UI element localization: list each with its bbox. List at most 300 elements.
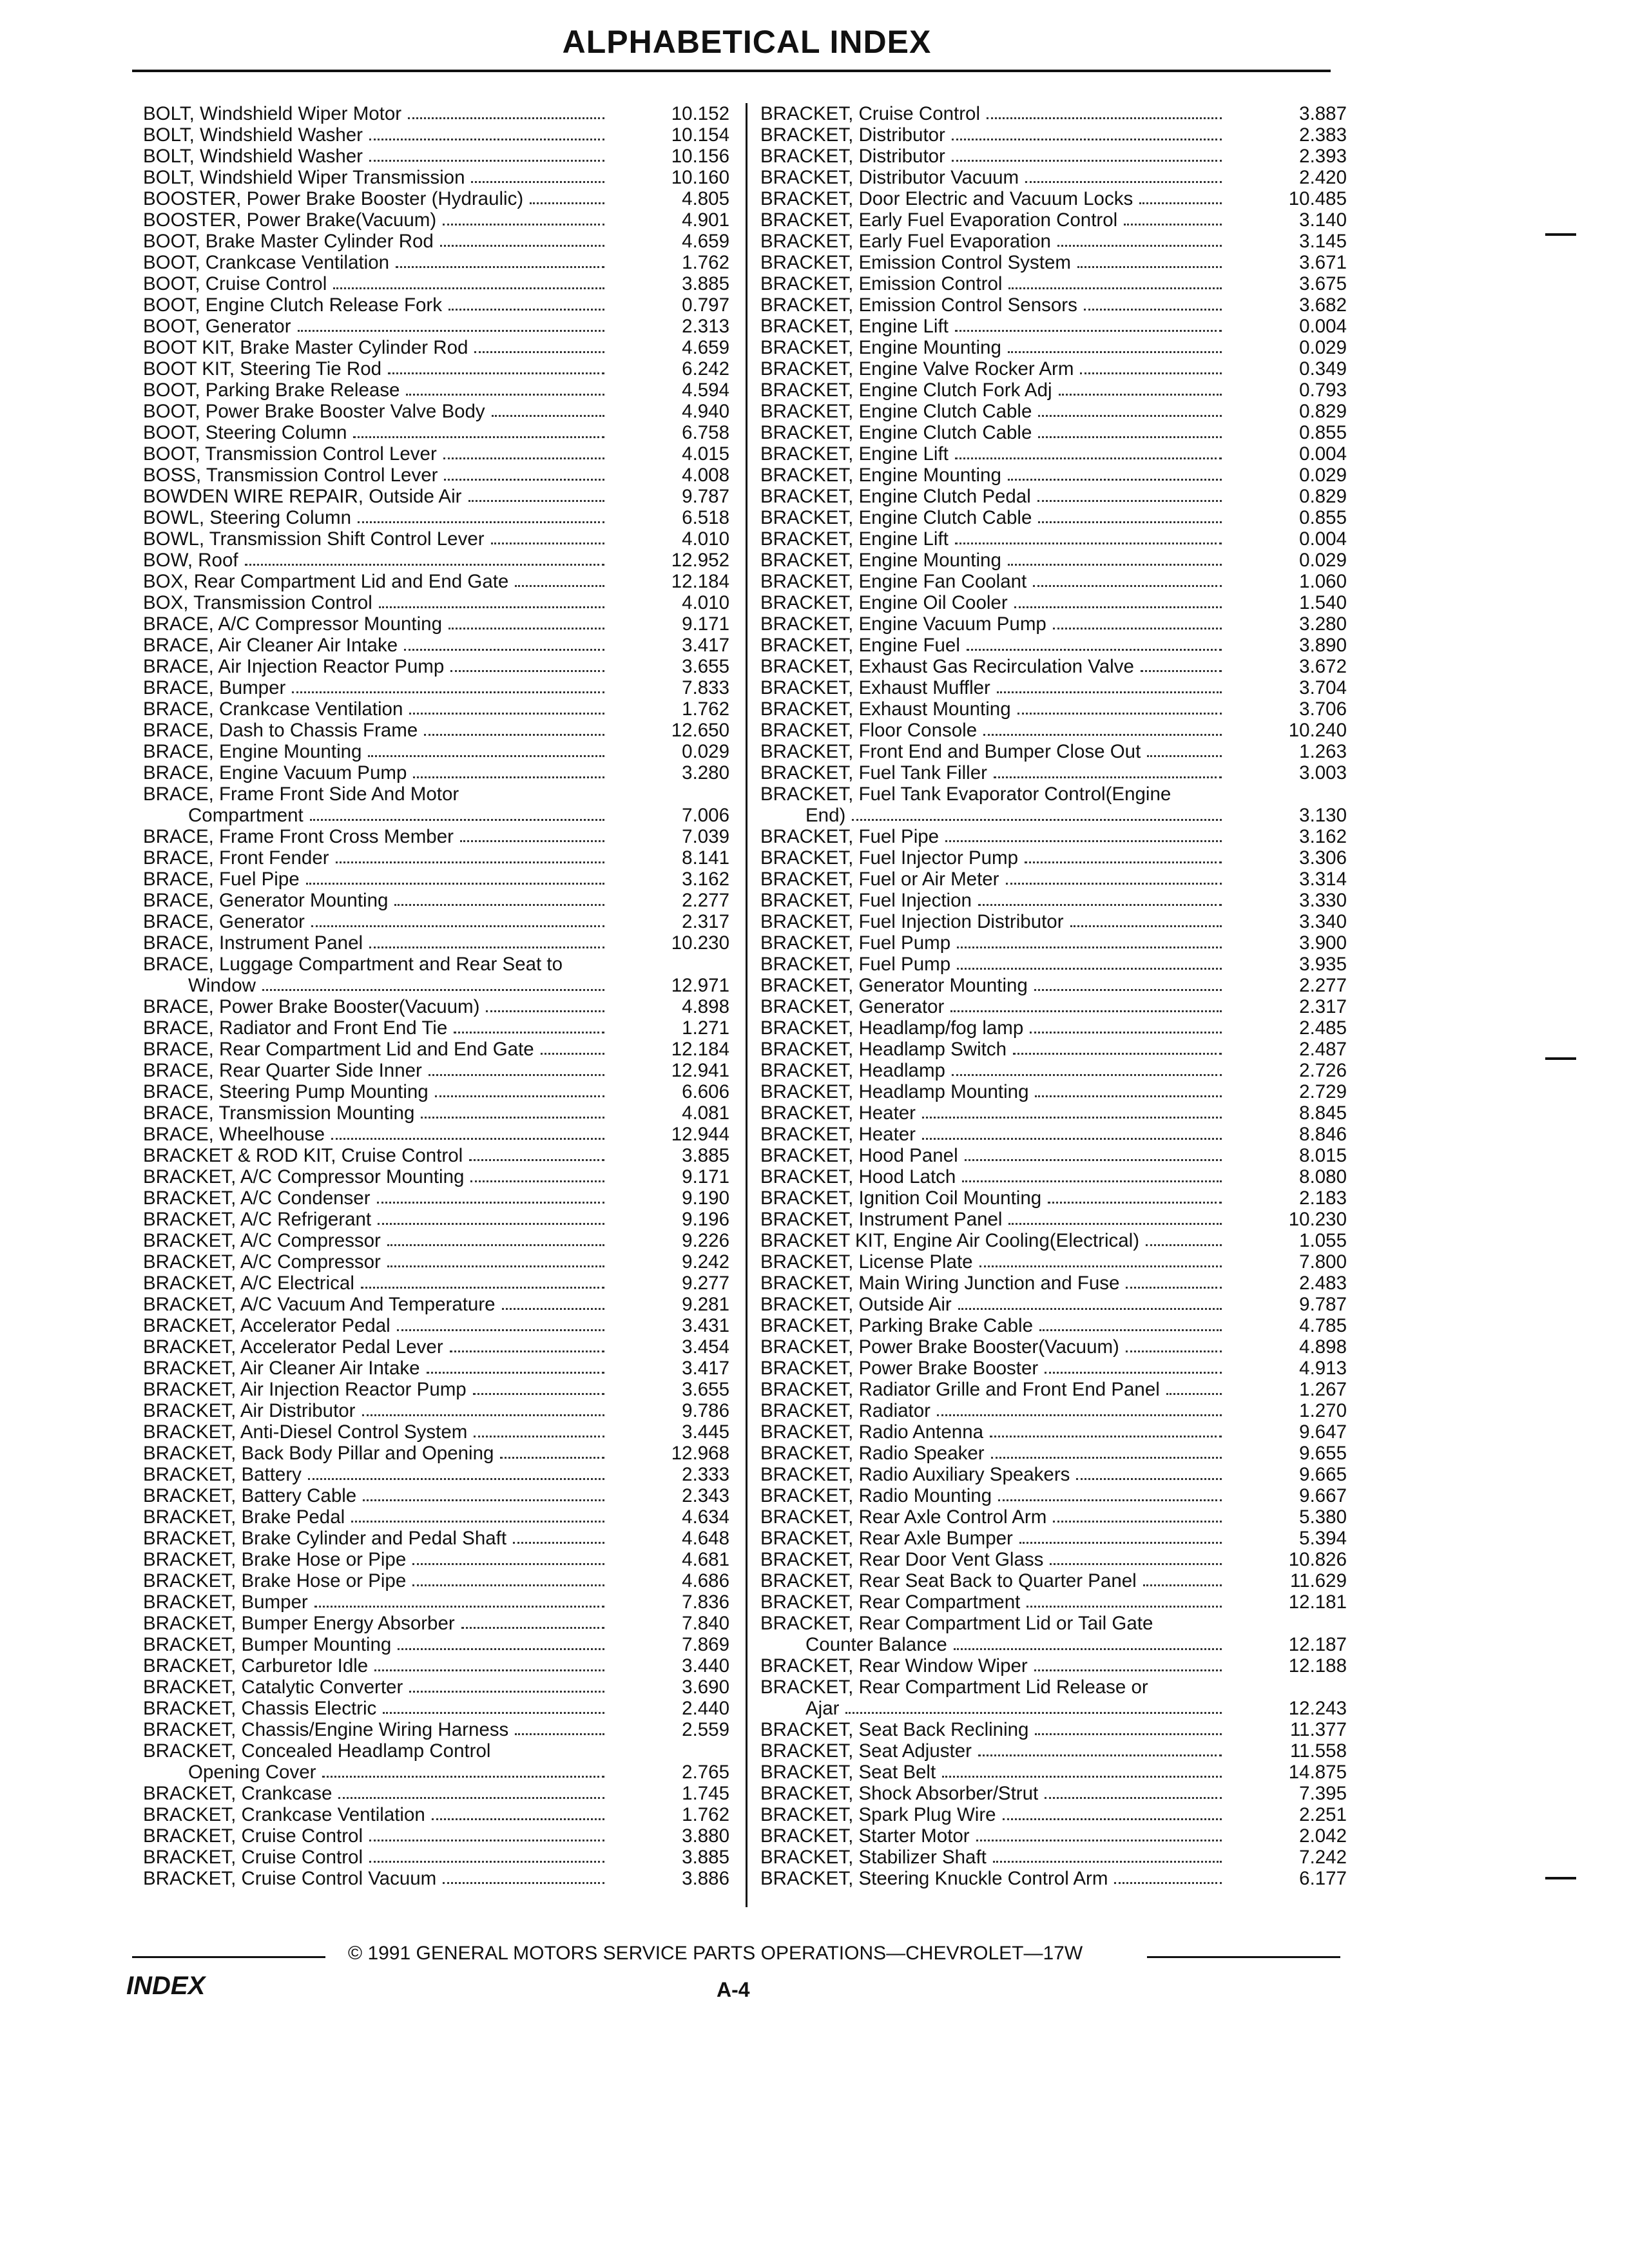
dot-leader — [1080, 372, 1222, 374]
left-index-column — [143, 103, 736, 1889]
entry-page: 3.162 — [1299, 826, 1347, 847]
dot-leader — [502, 1308, 604, 1310]
index-entry — [760, 1698, 1353, 1719]
index-entry — [143, 1315, 736, 1336]
entry-name: BRACKET, Engine Lift — [760, 316, 949, 337]
entry-name-cell — [760, 1783, 1224, 1804]
entry-name-cell — [143, 1506, 607, 1528]
dot-leader — [262, 989, 604, 991]
dot-leader — [406, 394, 604, 396]
entry-name: BRACE, Frame Front Cross Member — [143, 826, 454, 847]
entry-name-cell — [143, 1400, 607, 1421]
entry-page: 2.333 — [682, 1464, 729, 1485]
index-entry — [760, 720, 1353, 741]
dot-leader — [435, 1095, 604, 1097]
dot-leader — [322, 1776, 604, 1778]
index-entry — [760, 380, 1353, 401]
dot-leader — [922, 1117, 1222, 1119]
entry-name-cell — [760, 528, 1224, 550]
entry-name-cell — [143, 1719, 607, 1740]
dot-leader — [429, 1074, 604, 1076]
index-entry — [143, 1039, 736, 1060]
index-entry — [143, 273, 736, 294]
entry-page: 2.042 — [1299, 1825, 1347, 1847]
entry-name-cell — [760, 103, 1224, 124]
entry-name: BRACKET, Engine Oil Cooler — [760, 592, 1008, 613]
dot-leader — [396, 266, 604, 268]
entry-page: 12.952 — [671, 550, 729, 571]
dot-leader — [1019, 1542, 1222, 1544]
entry-page: 3.330 — [1299, 890, 1347, 911]
dot-leader — [1033, 585, 1222, 587]
dot-leader — [1053, 1521, 1222, 1523]
entry-name: BRACKET, Catalytic Converter — [143, 1677, 403, 1698]
entry-page: 12.971 — [671, 975, 729, 996]
entry-page: 0.855 — [1299, 507, 1347, 528]
entry-name: BRACKET, Fuel Injector Pump — [760, 847, 1019, 869]
entry-page: 4.648 — [682, 1528, 729, 1549]
dot-leader — [967, 649, 1222, 651]
entry-page: 12.181 — [1288, 1591, 1347, 1613]
entry-name-cell — [143, 1549, 607, 1570]
dot-leader — [990, 1436, 1222, 1437]
entry-page: 0.004 — [1299, 316, 1347, 337]
entry-name-cell — [143, 869, 607, 890]
dot-leader — [1084, 309, 1222, 311]
index-entry — [760, 167, 1353, 188]
dot-leader — [404, 649, 604, 651]
entry-name: BRACKET, Engine Fan Coolant — [760, 571, 1027, 592]
entry-name-cell — [760, 1804, 1224, 1825]
entry-name-cell — [760, 1273, 1224, 1294]
entry-name: BRACE, Frame Front Side And Motor — [143, 783, 459, 805]
index-entry — [760, 911, 1353, 932]
dot-leader — [306, 883, 604, 885]
dot-leader — [387, 1265, 604, 1267]
entry-name: BOOT, Generator — [143, 316, 291, 337]
entry-name: BRACKET, Radio Antenna — [760, 1421, 984, 1443]
entry-name: BOOT, Engine Clutch Release Fork — [143, 294, 443, 316]
entry-name-cell — [760, 677, 1224, 698]
dot-leader — [470, 1180, 604, 1182]
dot-leader — [338, 1797, 604, 1799]
entry-page: 3.682 — [1299, 294, 1347, 316]
entry-name: BOWL, Steering Column — [143, 507, 351, 528]
index-entry — [760, 1315, 1353, 1336]
dot-leader — [952, 160, 1222, 162]
dot-leader — [991, 1457, 1222, 1459]
entry-page: 3.130 — [1299, 805, 1347, 826]
entry-name-cell — [143, 1358, 607, 1379]
dot-leader — [1013, 1053, 1222, 1055]
index-entry — [143, 1868, 736, 1889]
entry-name-cell — [760, 1591, 1224, 1613]
dot-leader — [983, 734, 1222, 736]
entry-name-cell — [760, 932, 1224, 954]
entry-name-cell — [143, 1060, 607, 1081]
entry-name: BRACE, Steering Pump Mounting — [143, 1081, 429, 1102]
entry-name-cell — [143, 507, 607, 528]
entry-name: BRACE, Dash to Chassis Frame — [143, 720, 418, 741]
entry-name-cell — [143, 592, 607, 613]
entry-page: 3.672 — [1299, 656, 1347, 677]
entry-name: BRACKET, Engine Clutch Fork Adj — [760, 380, 1052, 401]
dot-leader — [945, 840, 1222, 842]
entry-name-cell — [143, 1443, 607, 1464]
entry-name-cell — [760, 975, 1224, 996]
entry-name: BRACKET, Power Brake Booster — [760, 1358, 1039, 1379]
dot-leader — [361, 1287, 604, 1289]
entry-name-cell — [143, 741, 607, 762]
index-entry — [143, 167, 736, 188]
index-entry — [760, 1336, 1353, 1358]
entry-name: BRACKET, Shock Absorber/Strut — [760, 1783, 1039, 1804]
entry-name-cell — [760, 890, 1224, 911]
entry-page: 1.762 — [682, 698, 729, 720]
entry-page: 0.029 — [1299, 550, 1347, 571]
dot-leader — [383, 1712, 604, 1714]
entry-page: 3.431 — [682, 1315, 729, 1336]
entry-page: 9.242 — [682, 1251, 729, 1273]
dot-leader — [353, 436, 604, 438]
entry-page: 0.793 — [1299, 380, 1347, 401]
entry-name: BRACKET, Chassis Electric — [143, 1698, 377, 1719]
entry-name: BRACKET, Fuel Tank Filler — [760, 762, 987, 783]
dot-leader — [541, 1053, 604, 1055]
entry-name: BOOT KIT, Steering Tie Rod — [143, 358, 382, 380]
entry-page: 3.445 — [682, 1421, 729, 1443]
entry-name: BRACKET, Brake Hose or Pipe — [143, 1570, 407, 1591]
entry-name: BOSS, Transmission Control Lever — [143, 465, 438, 486]
entry-name: BRACKET, Fuel or Air Meter — [760, 869, 999, 890]
entry-name: BRACKET, Back Body Pillar and Opening — [143, 1443, 494, 1464]
entry-name: BRACKET, Main Wiring Junction and Fuse — [760, 1273, 1120, 1294]
entry-page: 2.277 — [682, 890, 729, 911]
entry-name-cell — [143, 1209, 607, 1230]
entry-name: BRACKET, Radio Auxiliary Speakers — [760, 1464, 1070, 1485]
entry-page: 8.015 — [1299, 1145, 1347, 1166]
entry-page: 1.270 — [1299, 1400, 1347, 1421]
index-entry — [143, 996, 736, 1017]
entry-page: 3.454 — [682, 1336, 729, 1358]
entry-name-cell — [760, 805, 1224, 826]
entry-name: BRACKET KIT, Engine Air Cooling(Electrical) — [760, 1230, 1140, 1251]
entry-name-cell — [143, 1634, 607, 1655]
entry-name-cell — [760, 1060, 1224, 1081]
entry-page: 10.160 — [671, 167, 729, 188]
entry-name-cell — [143, 443, 607, 465]
entry-page: 3.885 — [682, 273, 729, 294]
entry-name-cell — [760, 911, 1224, 932]
index-entry — [760, 1273, 1353, 1294]
entry-name: BRACKET, Air Injection Reactor Pump — [143, 1379, 467, 1400]
entry-name: BRACE, Instrument Panel — [143, 932, 363, 954]
entry-name-cell — [760, 762, 1224, 783]
entry-name-cell — [143, 826, 607, 847]
entry-page: 4.010 — [682, 528, 729, 550]
dot-leader — [474, 1436, 604, 1437]
entry-page: 12.941 — [671, 1060, 729, 1081]
entry-name: BRACE, Wheelhouse — [143, 1124, 325, 1145]
entry-name: BRACKET, Bumper Mounting — [143, 1634, 392, 1655]
entry-name-cell — [760, 1825, 1224, 1847]
index-entry — [143, 103, 736, 124]
entry-page: 3.890 — [1299, 635, 1347, 656]
entry-name: BRACKET, Engine Mounting — [760, 465, 1001, 486]
entry-page: 11.558 — [1289, 1740, 1347, 1762]
entry-name: BRACKET, A/C Refrigerant — [143, 1209, 372, 1230]
entry-name-cell — [760, 294, 1224, 316]
entry-page: 4.659 — [682, 337, 729, 358]
index-entry — [143, 1379, 736, 1400]
entry-name-cell — [143, 656, 607, 677]
dot-leader — [1077, 266, 1222, 268]
entry-name-cell — [143, 1081, 607, 1102]
index-entry — [143, 1251, 736, 1273]
dot-leader — [979, 1265, 1222, 1267]
entry-page: 6.177 — [1299, 1868, 1347, 1889]
index-entry — [760, 635, 1353, 656]
entry-name: BRACKET, Radiator Grille and Front End Panel — [760, 1379, 1160, 1400]
entry-page: 2.317 — [1299, 996, 1347, 1017]
entry-name-cell — [143, 294, 607, 316]
entry-name: BOOT, Steering Column — [143, 422, 347, 443]
entry-name-cell — [760, 443, 1224, 465]
index-entry — [143, 209, 736, 231]
entry-page: 9.190 — [682, 1187, 729, 1209]
entry-name-cell — [143, 720, 607, 741]
index-entry — [143, 869, 736, 890]
index-entry — [760, 294, 1353, 316]
entry-page: 6.606 — [682, 1081, 729, 1102]
entry-page: 6.518 — [682, 507, 729, 528]
entry-page: 0.855 — [1299, 422, 1347, 443]
entry-page: 3.886 — [682, 1868, 729, 1889]
dot-leader — [1030, 1032, 1222, 1033]
entry-page: 3.675 — [1299, 273, 1347, 294]
dot-leader — [1017, 713, 1222, 715]
index-entry — [760, 1825, 1353, 1847]
entry-name-cell — [760, 1230, 1224, 1251]
entry-name: BRACKET, Engine Clutch Cable — [760, 401, 1032, 422]
index-entry — [760, 1166, 1353, 1187]
dot-leader — [1008, 479, 1222, 481]
entry-name: BRACKET, Distributor Vacuum — [760, 167, 1019, 188]
entry-name: BRACKET, Rear Axle Bumper — [760, 1528, 1013, 1549]
entry-name: BRACKET, Accelerator Pedal Lever — [143, 1336, 443, 1358]
dot-leader — [978, 904, 1222, 906]
entry-name: BRACKET, Crankcase — [143, 1783, 333, 1804]
entry-name-cell — [760, 1187, 1224, 1209]
entry-page: 7.833 — [682, 677, 729, 698]
entry-page: 4.681 — [682, 1549, 729, 1570]
index-entry — [760, 932, 1353, 954]
entry-name-cell — [760, 720, 1224, 741]
entry-page: 3.140 — [1299, 209, 1347, 231]
entry-name: BRACE, Power Brake Booster(Vacuum) — [143, 996, 480, 1017]
entry-name-cell — [143, 1762, 607, 1783]
title-rule — [132, 70, 1331, 72]
index-entry — [760, 975, 1353, 996]
entry-page: 4.686 — [682, 1570, 729, 1591]
dot-leader — [530, 202, 604, 204]
index-entry — [760, 1081, 1353, 1102]
entry-name-cell — [143, 380, 607, 401]
index-entry — [143, 783, 736, 805]
index-entry — [760, 571, 1353, 592]
entry-name: BRACKET, Rear Door Vent Glass — [760, 1549, 1044, 1570]
entry-page: 2.420 — [1299, 167, 1347, 188]
entry-name: BRACKET, Fuel Injection Distributor — [760, 911, 1064, 932]
entry-page: 3.655 — [682, 1379, 729, 1400]
index-entry — [760, 1740, 1353, 1762]
entry-name-cell — [760, 1528, 1224, 1549]
entry-name: BOOSTER, Power Brake(Vacuum) — [143, 209, 437, 231]
entry-name: BRACKET, Ignition Coil Mounting — [760, 1187, 1042, 1209]
index-entry — [143, 401, 736, 422]
entry-name-cell — [143, 167, 607, 188]
entry-page: 8.080 — [1299, 1166, 1347, 1187]
entry-name-cell — [143, 1315, 607, 1336]
index-entry — [143, 294, 736, 316]
entry-page: 9.171 — [682, 613, 729, 635]
index-entry — [143, 826, 736, 847]
index-entry — [143, 805, 736, 826]
entry-name-cell — [143, 1166, 607, 1187]
entry-name-cell — [143, 1698, 607, 1719]
entry-name-cell — [143, 932, 607, 954]
entry-name-cell — [760, 146, 1224, 167]
index-entry — [760, 1230, 1353, 1251]
entry-page: 4.898 — [1299, 1336, 1347, 1358]
entry-name: BOWDEN WIRE REPAIR, Outside Air — [143, 486, 462, 507]
index-entry — [143, 1145, 736, 1166]
index-entry — [760, 1783, 1353, 1804]
entry-name-cell — [143, 188, 607, 209]
dot-leader — [1141, 670, 1222, 672]
dot-leader — [1027, 1606, 1222, 1608]
entry-name-cell — [760, 486, 1224, 507]
entry-name: BOLT, Windshield Wiper Transmission — [143, 167, 465, 188]
dot-leader — [1034, 1669, 1222, 1671]
dot-leader — [310, 819, 604, 821]
entry-page: 2.313 — [682, 316, 729, 337]
entry-name-cell — [760, 1315, 1224, 1336]
entry-name-cell — [760, 465, 1224, 486]
entry-name: Ajar — [805, 1698, 840, 1719]
entry-name: BRACKET, Emission Control — [760, 273, 1003, 294]
entry-name: BRACKET, Headlamp Switch — [760, 1039, 1007, 1060]
index-entry — [760, 465, 1353, 486]
dot-leader — [461, 1627, 604, 1629]
entry-page: 3.885 — [682, 1847, 729, 1868]
entry-name: BOLT, Windshield Washer — [143, 124, 363, 146]
entry-page: 4.015 — [682, 443, 729, 465]
entry-name: BOOT, Parking Brake Release — [143, 380, 400, 401]
entry-page: 11.377 — [1289, 1719, 1347, 1740]
index-entry — [760, 273, 1353, 294]
entry-name-cell — [143, 1273, 607, 1294]
index-entry — [143, 1698, 736, 1719]
entry-name-cell — [143, 762, 607, 783]
entry-name: BRACKET, Engine Vacuum Pump — [760, 613, 1046, 635]
index-entry — [760, 1421, 1353, 1443]
dot-leader — [1124, 224, 1222, 226]
entry-name-cell — [760, 1655, 1224, 1677]
entry-name-cell — [143, 316, 607, 337]
entry-name-cell — [760, 1209, 1224, 1230]
entry-name: Opening Cover — [188, 1762, 316, 1783]
entry-name: BRACKET, Seat Adjuster — [760, 1740, 972, 1762]
dot-leader — [515, 1733, 604, 1735]
entry-name-cell — [143, 1294, 607, 1315]
entry-page: 3.887 — [1299, 103, 1347, 124]
entry-name-cell — [760, 231, 1224, 252]
entry-page: 4.659 — [682, 231, 729, 252]
entry-name: BRACE, A/C Compressor Mounting — [143, 613, 442, 635]
entry-page: 4.805 — [682, 188, 729, 209]
entry-name-cell — [143, 273, 607, 294]
entry-name-cell — [143, 465, 607, 486]
index-entry — [143, 847, 736, 869]
entry-name: BRACKET, Heater — [760, 1124, 916, 1145]
entry-name-cell — [760, 1485, 1224, 1506]
entry-page: 3.885 — [682, 1145, 729, 1166]
index-entry — [760, 1379, 1353, 1400]
entry-page: 2.487 — [1299, 1039, 1347, 1060]
entry-page: 4.008 — [682, 465, 729, 486]
dot-leader — [443, 1882, 604, 1884]
entry-name-cell — [760, 1464, 1224, 1485]
entry-page: 4.081 — [682, 1102, 729, 1124]
dot-leader — [1008, 351, 1222, 353]
entry-page: 4.634 — [682, 1506, 729, 1528]
entry-name-cell — [760, 826, 1224, 847]
index-entry — [143, 1294, 736, 1315]
entry-page: 9.281 — [682, 1294, 729, 1315]
index-entry — [143, 443, 736, 465]
entry-page: 2.729 — [1299, 1081, 1347, 1102]
dot-leader — [978, 1754, 1222, 1756]
entry-page: 0.797 — [682, 294, 729, 316]
entry-name: BRACKET, Accelerator Pedal — [143, 1315, 390, 1336]
entry-page: 10.154 — [671, 124, 729, 146]
dot-leader — [1003, 1818, 1222, 1820]
footer-rule-left — [132, 1956, 325, 1958]
entry-name: BRACE, Engine Vacuum Pump — [143, 762, 407, 783]
entry-page: 3.935 — [1299, 954, 1347, 975]
entry-name: BRACKET, Rear Compartment Lid Release or — [760, 1677, 1148, 1698]
entry-name: BRACKET, Radio Speaker — [760, 1443, 985, 1464]
entry-name: BRACKET, Emission Control System — [760, 252, 1071, 273]
entry-page: 5.394 — [1299, 1528, 1347, 1549]
dot-leader — [460, 840, 604, 842]
dot-leader — [358, 521, 604, 523]
entry-page: 4.898 — [682, 996, 729, 1017]
dot-leader — [409, 1691, 604, 1693]
index-entry — [143, 975, 736, 996]
dot-leader — [440, 245, 604, 247]
index-entry — [143, 911, 736, 932]
index-entry — [143, 1400, 736, 1421]
index-entry — [760, 103, 1353, 124]
entry-name: BRACKET, Power Brake Booster(Vacuum) — [760, 1336, 1119, 1358]
dot-leader — [937, 1414, 1222, 1416]
entry-name: BRACKET, Rear Axle Control Arm — [760, 1506, 1047, 1528]
entry-name: BRACKET, Fuel Tank Evaporator Control(Engine — [760, 783, 1171, 805]
dot-leader — [491, 543, 604, 544]
entry-name: BRACKET, A/C Electrical — [143, 1273, 354, 1294]
